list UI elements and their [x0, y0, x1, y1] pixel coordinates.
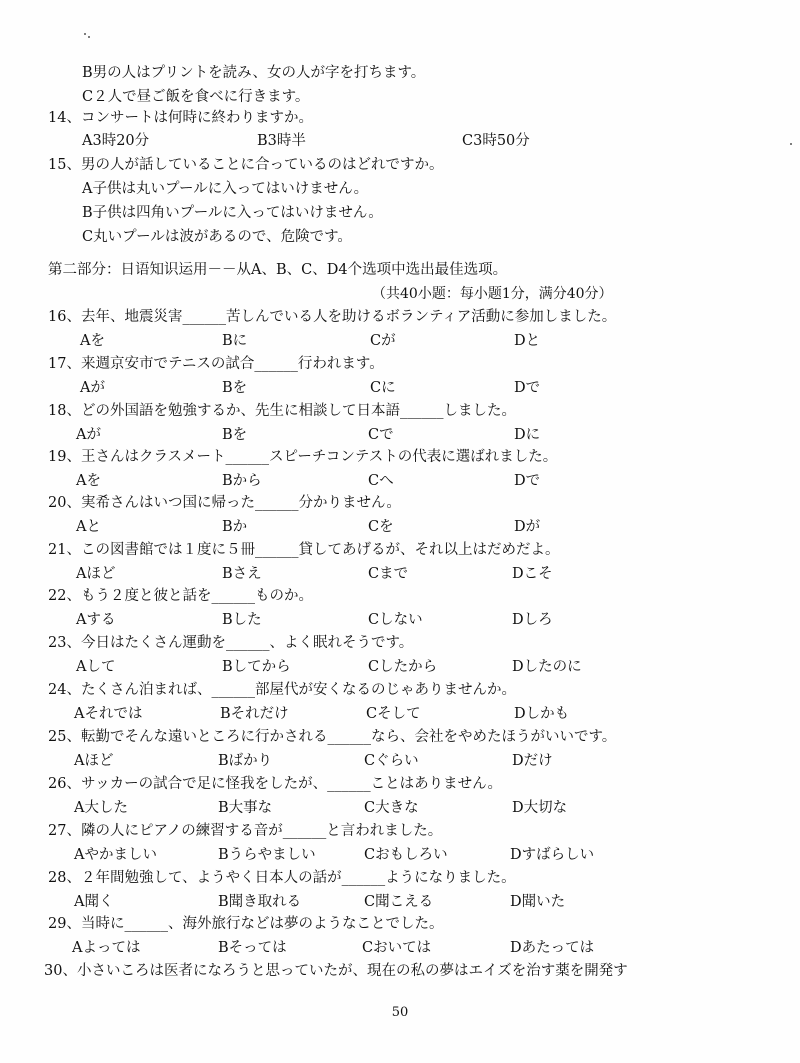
- option-c: Cしない: [368, 612, 423, 628]
- question-15: [48, 154, 443, 176]
- option-b: Bに: [222, 333, 248, 349]
- option-b: Bを: [222, 380, 248, 396]
- question-25: [48, 726, 616, 748]
- option-b: Bした: [222, 612, 262, 628]
- q22-options: [0, 609, 800, 631]
- option-a: Aそれでは: [74, 706, 143, 722]
- option-d: Dが: [514, 519, 541, 535]
- question-text: 当時に______、海外旅行などは夢のようなことでした。: [80, 916, 444, 932]
- option-a: A3時20分: [82, 133, 150, 149]
- question-number: 30、: [44, 963, 77, 979]
- option-d: D聞いた: [510, 894, 566, 910]
- option-d: Dで: [514, 380, 541, 396]
- question-text: コンサートは何時に終わりますか。: [80, 110, 313, 126]
- question-number: 28、: [48, 870, 81, 886]
- question-number: 27、: [48, 823, 81, 839]
- option-b: Bを: [222, 427, 248, 443]
- option-a: Aを: [76, 473, 101, 489]
- option-c: Cまで: [368, 566, 409, 582]
- option-d: Dしろ: [512, 612, 553, 628]
- question-number: 25、: [48, 729, 81, 745]
- question-16: [48, 306, 616, 328]
- option-b: Bそれだけ: [220, 706, 289, 722]
- q28-options: [0, 891, 800, 913]
- question-text: 隣の人にピアノの練習する音が______と言われました。: [80, 823, 443, 839]
- section-note: （共40小题：每小题1分，满分40分）: [372, 286, 613, 302]
- option-c: Cに: [370, 380, 396, 396]
- q19-options: [0, 470, 800, 492]
- question-text: ２年間勉強して、ようやく日本人の話が______ようになりました。: [80, 870, 516, 886]
- option-d: D大切な: [512, 800, 568, 816]
- q20-options: [0, 516, 800, 538]
- page-number: 50: [391, 1005, 409, 1020]
- option-c: Cぐらい: [364, 753, 419, 769]
- option-b: Bしてから: [222, 659, 291, 675]
- question-14: [48, 107, 313, 129]
- q13-option-c: C２人で昼ご飯を食べに行きます。: [82, 89, 310, 105]
- question-number: 18、: [48, 403, 81, 419]
- q16-options: [0, 330, 800, 352]
- question-number: 22、: [48, 588, 81, 604]
- option-a: Aして: [76, 659, 116, 675]
- option-d: Dすばらしい: [510, 847, 595, 863]
- question-text: どの外国語を勉強するか、先生に相談して日本語______しました。: [80, 403, 516, 419]
- option-a: Aが: [76, 427, 101, 443]
- question-23: [48, 632, 413, 654]
- question-30: [44, 960, 628, 982]
- q26-options: [0, 797, 800, 819]
- option-b: Bから: [222, 473, 262, 489]
- q17-options: [0, 377, 800, 399]
- question-number: 17、: [48, 356, 81, 372]
- question-number: 14、: [48, 110, 81, 126]
- question-text: 男の人が話していることに合っているのはどれですか。: [80, 157, 444, 173]
- option-c: C大きな: [364, 800, 419, 816]
- option-a: Aほど: [74, 753, 114, 769]
- option-a: Aよっては: [72, 940, 141, 956]
- option-c: Cしたから: [368, 659, 438, 675]
- question-text: 王さんはクラスメート______スピーチコンテストの代表に選ばれました。: [80, 449, 558, 465]
- q15-option-b: B子供は四角いプールに入ってはいけません。: [82, 205, 383, 221]
- option-a: Aやかましい: [74, 847, 157, 863]
- option-a: Aほど: [76, 566, 116, 582]
- question-22: [48, 585, 313, 607]
- option-d: Dだけ: [512, 753, 553, 769]
- q27-options: [0, 844, 800, 866]
- option-c: Cおもしろい: [364, 847, 448, 863]
- q14-options: [0, 130, 800, 152]
- question-number: 29、: [48, 916, 81, 932]
- option-d: Dに: [514, 427, 541, 443]
- question-text: たくさん泊まれば、______部屋代が安くなるのじゃありませんか。: [80, 682, 516, 698]
- option-b: Bばかり: [218, 753, 273, 769]
- question-28: [48, 867, 516, 889]
- question-text: 転勤でそんな遠いところに行かされる______なら、会社をやめたほうがいいです。: [80, 729, 617, 745]
- option-d: Dで: [514, 473, 541, 489]
- question-17: [48, 353, 384, 375]
- question-text: 実希さんはいつ国に帰った______分かりません。: [80, 495, 401, 511]
- question-text: この図書館では１度に５冊______貸してあげるが、それ以上はだめだよ。: [80, 542, 560, 558]
- section-title: 第二部分：日语知识运用－－从A、B、C、D4个选项中选出最佳选项。: [48, 262, 508, 278]
- q23-options: [0, 656, 800, 678]
- option-c: Cを: [368, 519, 394, 535]
- option-a: A大した: [74, 800, 128, 816]
- question-number: 24、: [48, 682, 81, 698]
- scan-speck: [88, 36, 90, 38]
- option-d: Dこそ: [512, 566, 553, 582]
- q18-options: [0, 424, 800, 446]
- question-number: 20、: [48, 495, 81, 511]
- option-c: Cおいては: [362, 940, 432, 956]
- question-text: 来週京安市でテニスの試合______行われます。: [80, 356, 384, 372]
- question-27: [48, 820, 442, 842]
- option-a: Aが: [80, 380, 105, 396]
- option-a: Aする: [76, 612, 116, 628]
- question-text: 今日はたくさん運動を______、よく眠れそうです。: [80, 635, 414, 651]
- option-b: Bか: [222, 519, 248, 535]
- option-c: C3時50分: [462, 133, 530, 149]
- option-b: B大事な: [218, 800, 273, 816]
- q15-option-c: C丸いプールは波があるので、危険です。: [82, 229, 352, 245]
- q15-option-a: A子供は丸いプールに入ってはいけません。: [82, 181, 369, 197]
- question-number: 23、: [48, 635, 81, 651]
- question-number: 19、: [48, 449, 81, 465]
- option-a: Aを: [80, 333, 105, 349]
- q13-option-b: B男の人はプリントを読み、女の人が字を打ちます。: [82, 65, 426, 81]
- q29-options: [0, 937, 800, 959]
- question-18: [48, 400, 516, 422]
- option-d: Dと: [514, 333, 541, 349]
- option-b: Bうらやましい: [218, 847, 316, 863]
- q25-options: [0, 750, 800, 772]
- question-19: [48, 446, 557, 468]
- option-b: Bそっては: [218, 940, 287, 956]
- question-text: 去年、地震災害______苦しんでいる人を助けるボランティア活動に参加しました。: [80, 309, 617, 325]
- question-number: 16、: [48, 309, 81, 325]
- option-c: C聞こえる: [364, 894, 434, 910]
- q24-options: [0, 703, 800, 725]
- option-a: Aと: [76, 519, 101, 535]
- question-20: [48, 492, 401, 514]
- question-26: [48, 773, 502, 795]
- option-b: B3時半: [257, 133, 306, 149]
- question-text: サッカーの試合で足に怪我をしたが、______ことはありません。: [80, 776, 503, 792]
- question-24: [48, 679, 516, 701]
- q21-options: [0, 563, 800, 585]
- option-c: Cへ: [368, 473, 394, 489]
- question-29: [48, 913, 443, 935]
- question-text: 小さいころは医者になろうと思っていたが、現在の私の夢はエイズを治す薬を開発す: [76, 963, 628, 979]
- question-21: [48, 539, 559, 561]
- option-d: Dしかも: [514, 706, 570, 722]
- option-c: Cそして: [366, 706, 421, 722]
- option-b: B聞き取れる: [218, 894, 302, 910]
- question-number: 21、: [48, 542, 81, 558]
- question-number: 26、: [48, 776, 81, 792]
- option-c: Cが: [370, 333, 396, 349]
- option-a: A聞く: [74, 894, 114, 910]
- option-c: Cで: [368, 427, 394, 443]
- question-number: 15、: [48, 157, 81, 173]
- option-d: Dしたのに: [512, 659, 582, 675]
- scan-speck: [84, 33, 86, 35]
- question-text: もう２度と彼と話を______ものか。: [80, 588, 313, 604]
- option-d: Dあたっては: [510, 940, 595, 956]
- option-b: Bさえ: [222, 566, 262, 582]
